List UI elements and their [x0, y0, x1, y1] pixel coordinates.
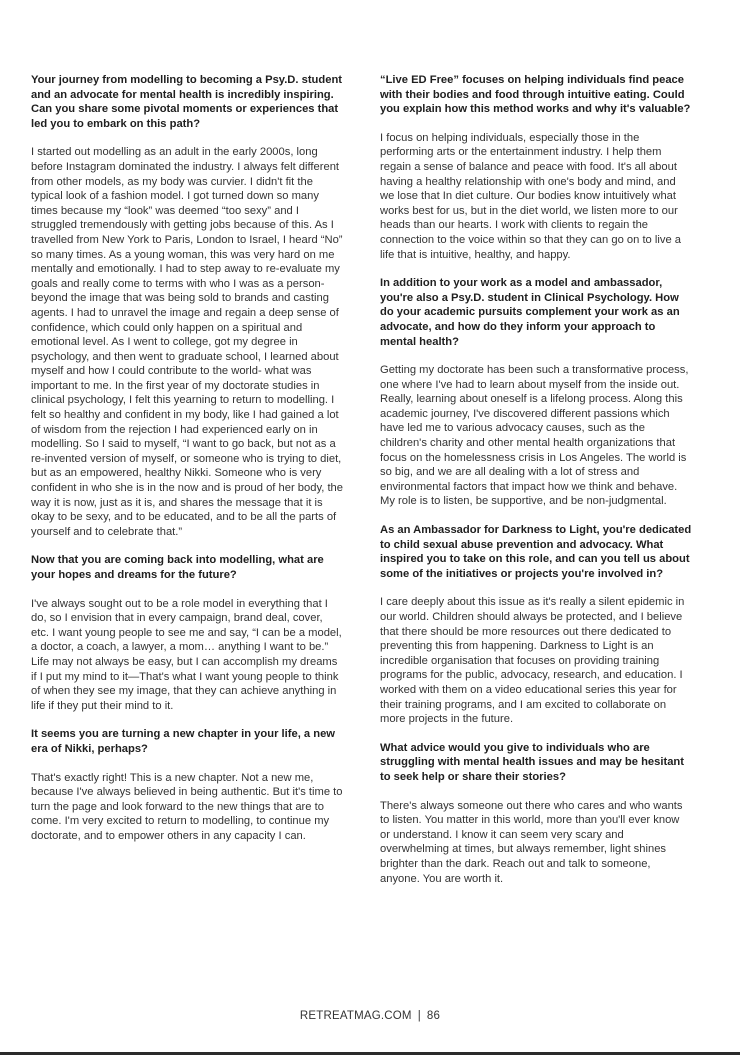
- interview-answer: There's always someone out there who cares and who wants to listen. You matter in this world, more than you'll ever know or understand. I know it can seem very scary and overwhelming at times, but always remember, light shines brighter than the dark. Reach out and talk to someone, anyone. You are worth it.: [380, 799, 683, 885]
- footer-site: RETREATMAG.COM: [299, 1010, 412, 1022]
- interview-answer: I focus on helping individuals, especially those in the performing arts or the entertainment industry. I help them regain a sense of balance and peace with food. It's all about having a healthy relationship with one's body and mind, and we lose that In diet culture. Our bodies know intuitively what works best for us, but in the diet world, we listen more to our heads than our hearts. I work with clients to regain the connection to the voice within so that they can go on to live a life that is intuitive, healthy, and happy.: [380, 131, 682, 261]
- interview-answer: That's exactly right! This is a new chapter. Not a new me, because I've always believed in being authentic. But it's time to turn the page and look forward to the new things that are to come. I'm very excited to return to modelling, to continue my doctorate, and to empower others in any capacity I can.: [31, 771, 343, 842]
- footer-separator: |: [417, 1010, 421, 1022]
- left-column: [31, 73, 343, 858]
- interview-question: What advice would you give to individuals who are struggling with mental health issues and may be hesitant to seek help or share their stories?: [380, 741, 684, 783]
- interview-answer: I started out modelling as an adult in the early 2000s, long before Instagram dominated the industry. I always felt different from other models, as my body was curvier. I didn't fit the typical look of a fashion model. I got turned down so many times because my “look” was deemed “too sexy” and I struggled tremendously with getting jobs because of this. As I travelled from New York to Paris, London to Israel, I heard “No” so many times. As a young woman, this was very hard on me mentally and emotionally. I had to step away to re-evaluate my goals and really come to terms with who I was as a person- beyond the image that was being sold to brands and casting agents. I had to unravel the image and regain a deep sense of confidence, which could only happen on a spiritual and emotional level. As I went to college, got my degree in psychology, and then went to graduate school, I learned about myself and how I could contribute to the world- what was important to me. In the first year of my doctorate studies in clinical psychology, I felt this yearning to return to modelling. I felt so healthy and confident in my body, like I had gained a lot of wisdom from the rejection I had experienced early on in modelling. So I said to myself, “I want to go back, but not as a re-invented version of myself, or someone who is trying to diet, but as an empowered, healthy Nikki. Someone who is very confident in who she is in the now and is proud of her body, the way it is now, just as it is, and shares the message that it is okay to be sexy, and to be educated, and to be all the parts of yourself and to celebrate that.”: [31, 146, 343, 538]
- right-column: [380, 73, 692, 900]
- interview-question: Now that you are coming back into modelling, what are your hopes and dreams for the future?: [31, 554, 324, 581]
- interview-answer: I've always sought out to be a role model in everything that I do, so I envision that in every campaign, brand deal, cover, etc. I want young people to see me and say, “I can be a model, a doctor, a coach, a lawyer, a mom… anything I want to be.” Life may not always be easy, but I can accomplish my dreams if I put my mind to it—That's what I want young people to think of when they see my image, that they can achieve anything in life if they put their mind to it.: [31, 597, 342, 712]
- interview-question: As an Ambassador for Darkness to Light, you're dedicated to child sexual abuse prevention and advocacy. What inspired you to take on this role, and can you tell us about some of the initiatives or projects you're involved in?: [380, 524, 692, 580]
- interview-question: Your journey from modelling to becoming a Psy.D. student and an advocate for mental health is incredibly inspiring. Can you share some pivotal moments or experiences that led you to embark on this path?: [31, 74, 342, 130]
- interview-question: “Live ED Free” focuses on helping individuals find peace with their bodies and food through intuitive eating. Could you explain how this method works and why it's valuable?: [380, 74, 691, 116]
- page-number: 86: [426, 1010, 441, 1022]
- interview-answer: Getting my doctorate has been such a transformative process, one where I've had to learn about myself from the inside out. Really, learning about oneself is a lifelong process. Along this academic journey, I've discovered different passions which have led me to various advocacy causes, such as the children's charity and other mental health organizations that focus on the homelessness crisis in Los Angeles. The world is so big, and we are all dealing with a lot of stress and environmental factors that impact how we think and behave. My role is to listen, be supportive, and be non-judgmental.: [380, 364, 689, 508]
- interview-answer: I care deeply about this issue as it's really a silent epidemic in our world. Children should always be protected, and I believe that there should be more resources out there dedicated to preventing this from happening. Darkness to Light is an incredible organisation that focuses on providing training programs for the public, advocacy, research, and education. I worked with them on a video educational series this year for their training programs, and I am excited to collaborate on more projects in the future.: [380, 596, 685, 726]
- interview-question: In addition to your work as a model and ambassador, you're also a Psy.D. student in Clinical Psychology. How do your academic pursuits complement your work as an advocate, and how do they inform your approach to mental health?: [380, 277, 680, 348]
- page-footer: [0, 1010, 740, 1022]
- interview-question: It seems you are turning a new chapter in your life, a new era of Nikki, perhaps?: [31, 728, 336, 755]
